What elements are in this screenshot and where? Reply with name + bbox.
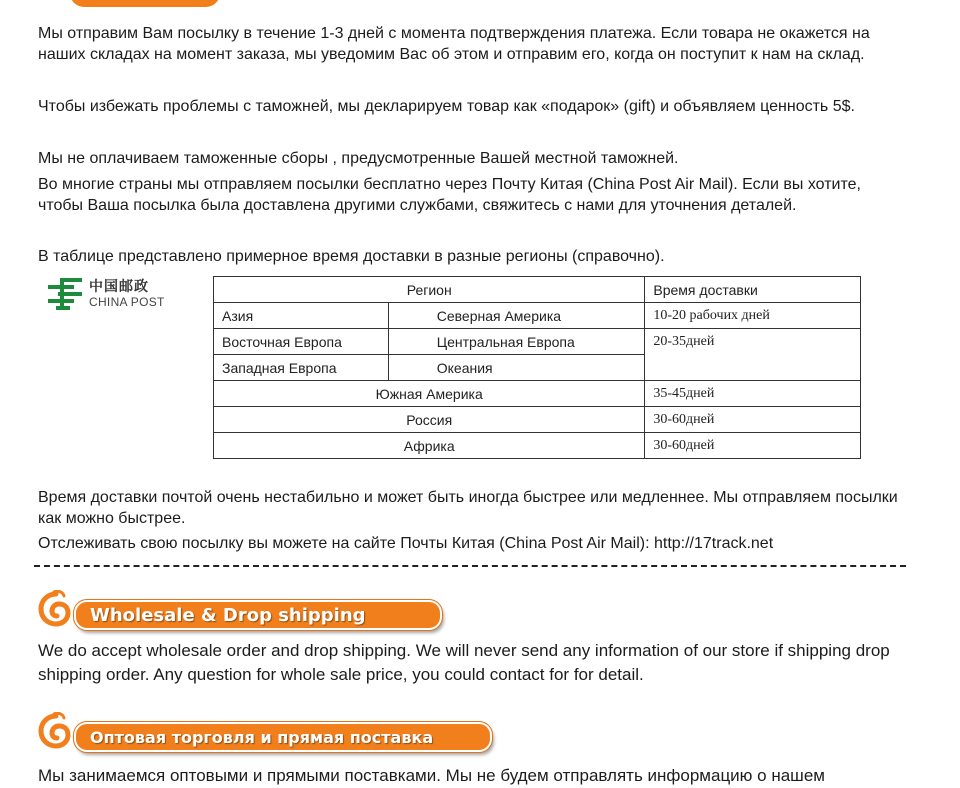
table-row (214, 303, 861, 329)
fees-paragraph: Мы не оплачиваем таможенные сборы , предусмотренные Вашей местной таможней. (38, 150, 679, 167)
time-cell: 20-35дней (645, 329, 861, 381)
region-cell: Россия (214, 407, 645, 433)
region-cell: Африка (214, 433, 645, 459)
wholesale-ru-section-header (36, 712, 506, 752)
region-cell: Восточная Европа (214, 329, 389, 355)
region-cell: Океания (388, 355, 645, 381)
region-cell: Центральная Европа (388, 329, 645, 355)
wholesale-ru-title-pill (74, 722, 492, 752)
wholesale-ru-body: Мы занимаемся оптовыми и прямыми поставками. Мы не будем отправлять информацию о нашем (38, 766, 825, 785)
time-cell: 10-20 рабочих дней (645, 303, 861, 329)
table-header-row (214, 277, 861, 303)
tracking-paragraph: Отслеживать свою посылку вы можете на сайте Почты Китая (China Post Air Mail): http://17track.net (38, 535, 774, 552)
wholesale-section-header (36, 590, 456, 630)
wholesale-body: We do accept wholesale order and drop shipping. We will never send any information of our store if shipping drop shipping order. Any question for whole sale price, you could contact for for detail. (38, 641, 890, 684)
region-cell: Азия (214, 303, 389, 329)
table-row (214, 381, 861, 407)
section-divider (34, 565, 906, 567)
china-post-paragraph: Во многие страны мы отправляем посылки бесплатно через Почту Китая (China Post Air Mail). Если вы хотите, чтобы Ваша посылка была доставлена другими службами, свяжитесь с нами для уточнения деталей. (38, 176, 861, 214)
region-cell: Северная Америка (388, 303, 645, 329)
table-row (214, 433, 861, 459)
time-cell: 35-45дней (645, 381, 861, 407)
logo-english-text: CHINA POST (89, 295, 165, 309)
table-row (214, 407, 861, 433)
customs-paragraph: Чтобы избежать проблемы с таможней, мы декларируем товар как «подарок» (gift) и объявляем ценность 5$. (38, 98, 855, 115)
header-region: Регион (214, 277, 645, 303)
table-row (214, 329, 861, 355)
region-cell: Южная Америка (214, 381, 645, 407)
logo-chinese-text: 中国邮政 (89, 279, 149, 295)
header-delivery-time: Время доставки (645, 277, 861, 303)
table-intro-paragraph: В таблице представлено примерное время доставки в разные регионы (справочно). (38, 248, 665, 265)
wholesale-title-pill (74, 600, 442, 630)
time-cell: 30-60дней (645, 407, 861, 433)
shipping-paragraph: Мы отправим Вам посылку в течение 1-3 дней с момента подтверждения платежа. Если товара не окажется на наших складах на момент заказа, мы уведомим Вас об этом и отправим его, когда он поступит к нам на склад. (38, 25, 870, 63)
delivery-note-paragraph: Время доставки почтой очень нестабильно и может быть иногда быстрее или медленнее. Мы отправляем посылки как можно быстрее. (38, 489, 898, 527)
wholesale-ru-title: Оптовая торговля и прямая поставка (90, 728, 434, 747)
china-post-emblem-icon (46, 276, 86, 312)
orange-swirl-icon (36, 590, 76, 630)
orange-swirl-icon (36, 712, 76, 752)
top-section-banner (70, 0, 220, 7)
china-post-logo (46, 276, 176, 312)
time-cell: 30-60дней (645, 433, 861, 459)
wholesale-title: Wholesale & Drop shipping (90, 605, 366, 626)
delivery-time-table (213, 276, 861, 459)
region-cell: Западная Европа (214, 355, 389, 381)
